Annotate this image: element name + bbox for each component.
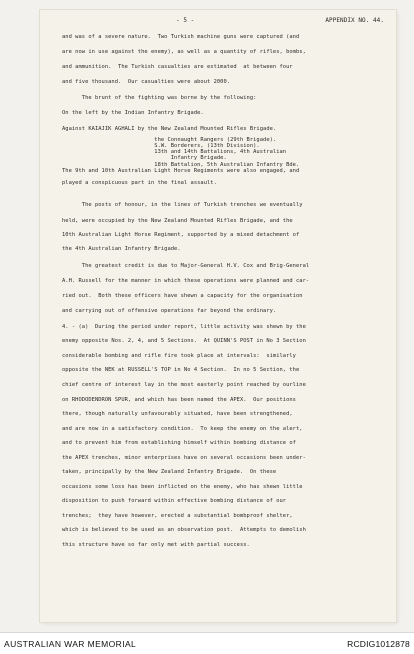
text-line: there, though naturally unfavourably situated, have been strengthened, [62,411,293,417]
text-line: which is believed to be used as an observation post. Attempts to demolish [62,527,306,533]
text-line: on RHODODENDRON SPUR, and which has been named the APEX. Our positions [62,397,296,403]
text-line: and ammunition. The Turkish casualties are estimated at between four [62,64,293,70]
text-line: The greatest credit is due to Major-General H.V. Cox and Brig-General [62,263,310,269]
text-line: 10th Australian Light Horse Regiment, supported by a mixed detachment of [62,232,300,238]
text-line: played a conspicuous part in the final assault. [62,180,217,186]
text-line: this structure have so far only met with partial success. [62,542,250,548]
text-line: On the left by the Indian Infantry Brigade. [62,110,204,116]
text-line: The 9th and 10th Australian Light Horse Regiments were also engaged, and [62,168,300,174]
text-line: trenches; they have however, erected a substantial bombproof shelter, [62,513,293,519]
text-line: S.W. Borderers, (13th Division). [62,143,260,149]
text-line: Against KAIAJIK AGHALI by the New Zealand Mounted Rifles Brigade. [62,126,277,132]
text-line: held, were occupied by the New Zealand Mounted Rifles Brigade, and the [62,218,293,224]
text-line: enemy opposite Nos. 2, 4, and 5 Sections. At QUINN'S POST in No 3 Section [62,338,306,344]
appendix-label: APPENDIX NO. 44. [325,17,384,24]
text-line: the 4th Australian Infantry Brigade. [62,246,181,252]
text-line: disposition to push forward within effective bombing distance of our [62,498,287,504]
text-line: The posts of honour, in the lines of Turkish trenches we eventually [62,202,303,208]
text-line: Infantry Brigade. [62,155,227,161]
text-line: 13th and 14th Battalions, 4th Australian [62,149,287,155]
text-line: the APEX trenches, minor enterprises have on several occasions been under- [62,455,306,461]
text-line: A.H. Russell for the manner in which these operations were planned and car- [62,278,310,284]
text-line: taken, principally by the New Zealand Infantry Brigade. On these [62,469,277,475]
text-line: opposite the NEK at RUSSELL'S TOP in No 4 Section. In no 5 Section, the [62,367,300,373]
text-line: 18th Battalion, 5th Australian Infantry Bde. [62,162,300,168]
text-line: ried out. Both these officers have shewn a capacity for the organisation [62,293,303,299]
text-line: and was of a severe nature. Two Turkish machine guns were captured (and [62,34,300,40]
text-line: considerable bombing and rifle fire took place at intervals: similarly [62,353,296,359]
text-line: the Connaught Rangers (29th Brigade). [62,137,277,143]
text-line: 4. - (a) During the period under report, little activity was shewn by the [62,324,306,330]
page-number: - 5 - [176,17,195,24]
text-line: and five thousand. Our casualties were about 2000. [62,79,231,85]
text-line: are now in use against the enemy), as well as a quantity of rifles, bombs, [62,49,306,55]
text-line: and to prevent him from establishing himself within bombing distance of [62,440,296,446]
document-page [40,10,396,622]
text-line: and carrying out of offensive operations far beyond the ordinary. [62,308,277,314]
footer-institution: AUSTRALIAN WAR MEMORIAL [4,639,137,649]
text-line: chief centre of interest lay in the most easterly point reached by ourline [62,382,306,388]
text-line: occasions some loss has been inflicted on the enemy, who has shewn little [62,484,303,490]
text-line: The brunt of the fighting was borne by the following: [62,95,257,101]
footer-bar [0,632,414,654]
footer-reference: RCDIG1012878 [347,639,410,649]
text-line: and are now in a satisfactory condition. To keep the enemy on the alert, [62,426,303,432]
